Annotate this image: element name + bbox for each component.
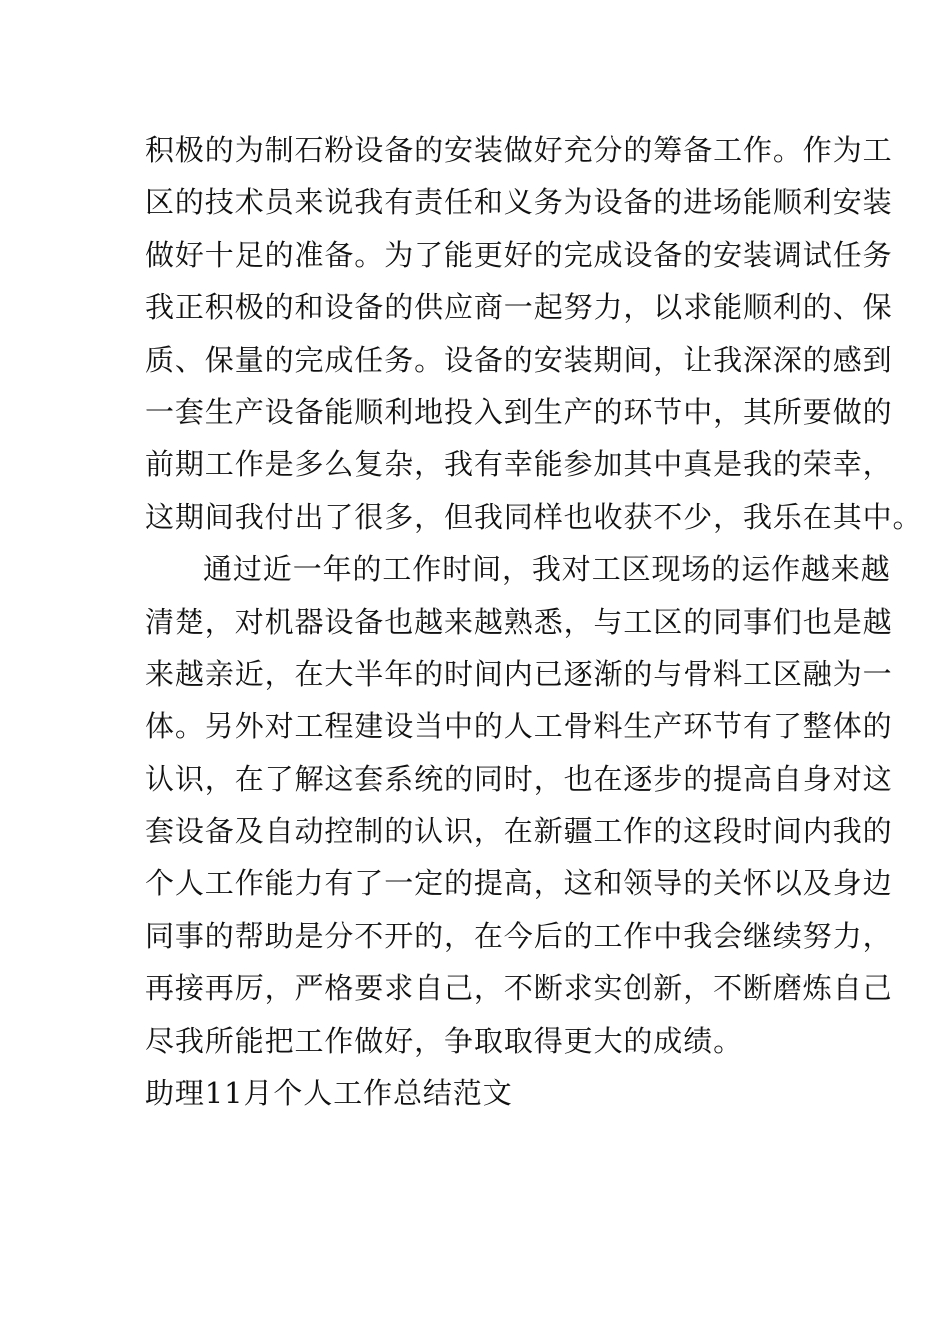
- paragraph-line: 我正积极的和设备的供应商一起努力，以求能顺利的、保: [145, 290, 893, 325]
- document-body: [145, 124, 923, 1119]
- paragraph-line: 体。另外对工程建设当中的人工骨料生产环节有了整体的: [145, 709, 893, 744]
- paragraph-line: 套设备及自动控制的认识，在新疆工作的这段时间内我的: [145, 814, 893, 849]
- paragraph-line: 再接再厉，严格要求自己，不断求实创新，不断磨炼自己: [145, 971, 893, 1006]
- paragraph-line: 同事的帮助是分不开的，在今后的工作中我会继续努力，: [145, 918, 893, 953]
- next-article-title: 助理11月个人工作总结范文: [145, 1076, 513, 1111]
- paragraph-line: 质、保量的完成任务。设备的安装期间，让我深深的感到: [145, 342, 893, 377]
- paragraph-line: 通过近一年的工作时间，我对工区现场的运作越来越: [203, 552, 891, 587]
- paragraph-line: 认识，在了解这套系统的同时，也在逐步的提高自身对这: [145, 761, 893, 796]
- paragraph-line: 尽我所能把工作做好，争取取得更大的成绩。: [145, 1023, 744, 1058]
- paragraph-line: 做好十足的准备。为了能更好的完成设备的安装调试任务: [145, 237, 893, 272]
- paragraph-2: [145, 543, 893, 1067]
- paragraph-line: 区的技术员来说我有责任和义务为设备的进场能顺利安装: [145, 185, 893, 220]
- paragraph-1: [145, 124, 923, 543]
- paragraph-line: 来越亲近，在大半年的时间内已逐渐的与骨料工区融为一: [145, 656, 893, 691]
- paragraph-line: 清楚，对机器设备也越来越熟悉，与工区的同事们也是越: [145, 604, 893, 639]
- paragraph-line: 这期间我付出了很多，但我同样也收获不少，我乐在其中。: [145, 499, 923, 534]
- paragraph-line: 积极的为制石粉设备的安装做好充分的筹备工作。作为工: [145, 133, 893, 167]
- paragraph-line: 个人工作能力有了一定的提高，这和领导的关怀以及身边: [145, 866, 893, 901]
- paragraph-line: 前期工作是多么复杂，我有幸能参加其中真是我的荣幸，: [145, 447, 893, 482]
- paragraph-line: 一套生产设备能顺利地投入到生产的环节中，其所要做的: [145, 394, 893, 429]
